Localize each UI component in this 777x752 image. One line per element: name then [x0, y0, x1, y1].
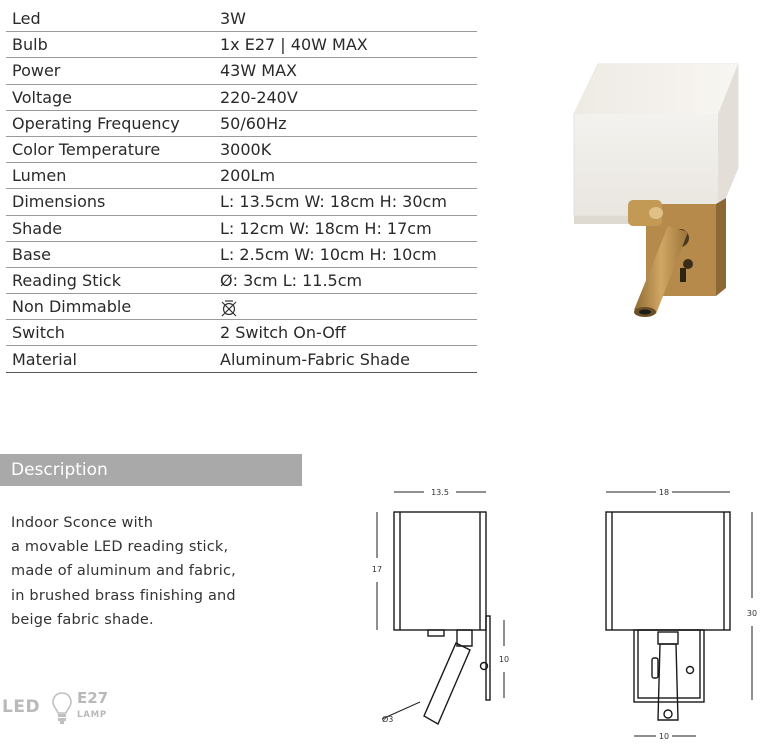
spec-label: Shade: [6, 215, 209, 241]
spec-label: Reading Stick: [6, 267, 209, 293]
non-dimmable-icon: [220, 299, 238, 317]
spec-row: [6, 189, 477, 215]
lamp-badge: LAMP: [77, 710, 107, 720]
spec-label: Material: [6, 346, 209, 372]
spec-label: Led: [6, 6, 209, 32]
spec-row: [6, 241, 477, 267]
spec-value: 50/60Hz: [209, 110, 477, 136]
spec-label: Switch: [6, 320, 209, 346]
description-line: made of aluminum and fabric,: [11, 563, 236, 580]
spec-row: [6, 163, 477, 189]
spec-label: Power: [6, 58, 209, 84]
spec-label: Lumen: [6, 163, 209, 189]
spec-row: [6, 110, 477, 136]
led-badge: LED: [2, 697, 41, 717]
description-heading: Description: [0, 454, 302, 486]
product-photo: [568, 56, 768, 326]
spec-value: 1x E27 | 40W MAX: [209, 32, 477, 58]
spec-row: [6, 32, 477, 58]
dim-shade-height: 17: [371, 565, 383, 574]
spec-row: [6, 84, 477, 110]
spec-table: [6, 6, 477, 373]
description-line: beige fabric shade.: [11, 611, 154, 628]
dim-base-height: 10: [498, 655, 510, 664]
e27-badge: E27: [77, 689, 109, 707]
spec-value: Ø: 3cm L: 11.5cm: [209, 267, 477, 293]
description-line: Indoor Sconce with: [11, 515, 154, 531]
spec-label: Base: [6, 241, 209, 267]
spec-label: Color Temperature: [6, 136, 209, 162]
spec-value: Aluminum-Fabric Shade: [209, 346, 477, 372]
spec-label: Bulb: [6, 32, 209, 58]
spec-row: [6, 215, 477, 241]
spec-value: 3W: [209, 6, 477, 32]
dim-base-width: 10: [658, 732, 670, 741]
spec-row: [6, 6, 477, 32]
dim-side-width: 13.5: [431, 488, 449, 497]
spec-value: L: 12cm W: 18cm H: 17cm: [209, 215, 477, 241]
spec-value: 2 Switch On-Off: [209, 320, 477, 346]
spec-value: L: 13.5cm W: 18cm H: 30cm: [209, 189, 477, 215]
spec-label: Dimensions: [6, 189, 209, 215]
spec-row: [6, 294, 477, 320]
spec-value: [209, 294, 477, 320]
dim-stick-diameter: Ø3: [382, 715, 394, 724]
dimension-drawing: [360, 478, 770, 746]
spec-row: [6, 346, 477, 372]
spec-value: L: 2.5cm W: 10cm H: 10cm: [209, 241, 477, 267]
spec-row: [6, 320, 477, 346]
spec-value: 220-240V: [209, 84, 477, 110]
spec-value: 43W MAX: [209, 58, 477, 84]
dim-total-height: 30: [746, 609, 758, 618]
spec-row: [6, 58, 477, 84]
spec-label: Non Dimmable: [6, 294, 209, 320]
spec-label: Operating Frequency: [6, 110, 209, 136]
bulb-icon: [51, 691, 73, 725]
spec-row: [6, 267, 477, 293]
description-text: [11, 511, 271, 632]
spec-value: 3000K: [209, 136, 477, 162]
description-line: a movable LED reading stick,: [11, 539, 229, 556]
spec-label: Voltage: [6, 84, 209, 110]
dim-front-width: 18: [658, 488, 670, 497]
description-line: in brushed brass finishing and: [11, 587, 236, 604]
spec-value: 200Lm: [209, 163, 477, 189]
spec-row: [6, 136, 477, 162]
